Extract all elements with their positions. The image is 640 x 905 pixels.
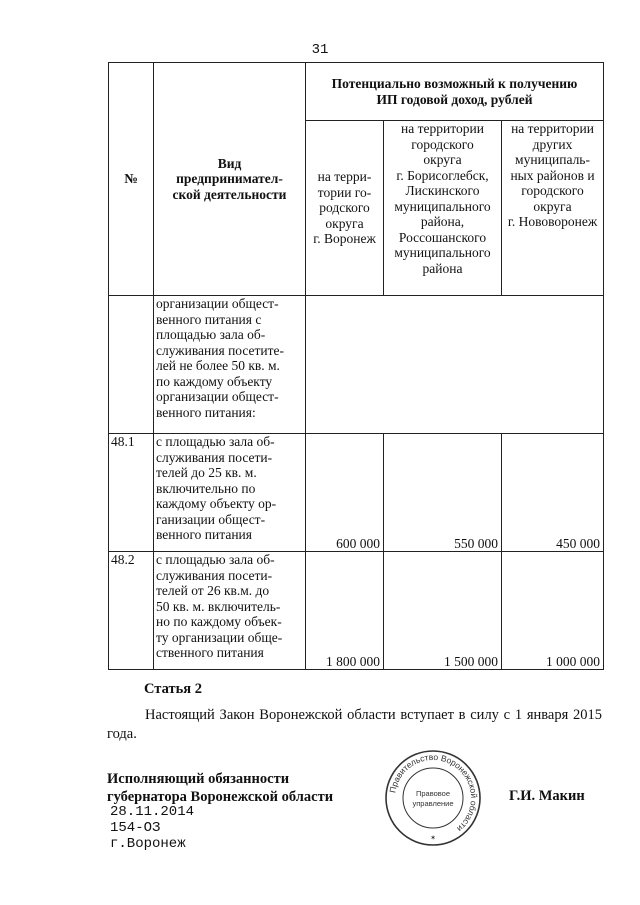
seal-center-line-1: Правовое	[415, 789, 451, 798]
row-value-borisoglebsk: 1 500 000	[384, 552, 502, 670]
text-line: округа	[533, 198, 572, 214]
signatory-name: Г.И. Макин	[509, 788, 585, 804]
signature-title	[107, 770, 333, 806]
text-line: 50 кв. м. включитель-	[156, 598, 281, 614]
row-values-empty	[306, 296, 604, 434]
header-other-districts	[502, 121, 604, 296]
text-line: округа	[423, 152, 462, 167]
text-line: на терри-	[317, 169, 372, 185]
text-line: ту организации обще-	[156, 629, 283, 645]
text-line: на территории	[511, 121, 594, 136]
text-line: ных районов и	[510, 167, 595, 183]
text-line: площадью зала об-	[156, 327, 266, 342]
text-line: с площадью зала об-	[156, 434, 275, 449]
row-value-other: 1 000 000	[502, 552, 604, 670]
row-activity	[154, 296, 306, 434]
row-no: 48.1	[109, 434, 154, 552]
table-row	[109, 434, 604, 552]
header-no: №	[109, 63, 154, 296]
page-number: 31	[311, 42, 329, 58]
table-row	[109, 552, 604, 670]
seal-center-line-2: управление	[412, 799, 454, 808]
text-line: венного питания с	[156, 311, 262, 327]
text-line: служивания посети-	[156, 449, 273, 465]
text-line: округа	[325, 215, 364, 231]
header-income-group	[306, 63, 604, 121]
text-line: ИП годовой доход, рублей	[376, 91, 533, 107]
signature-title-line-1: Исполняющий обязанности	[107, 771, 290, 787]
text-line: телей от 26 кв.м. до	[156, 583, 270, 598]
text-line: района	[422, 260, 463, 276]
income-table	[108, 62, 604, 670]
text-line: тории го-	[317, 184, 372, 200]
registration-number: 154-ОЗ	[110, 820, 161, 836]
official-seal-icon	[383, 748, 483, 848]
table-row	[109, 296, 604, 434]
text-line: с площадью зала об-	[156, 552, 275, 567]
text-line: служивания посети-	[156, 567, 273, 583]
text-line: организации общест-	[156, 296, 279, 311]
text-line: городского	[521, 183, 584, 198]
text-line: г. Воронеж	[313, 231, 376, 247]
row-activity	[154, 552, 306, 670]
row-no: 48.2	[109, 552, 154, 670]
text-line: г. Нововоронеж	[507, 214, 598, 229]
header-borisoglebsk	[384, 121, 502, 296]
row-activity	[154, 434, 306, 552]
text-line: венного питания:	[156, 404, 256, 420]
text-line: предпринимател-	[176, 171, 283, 187]
registration-date: 28.11.2014	[110, 804, 195, 820]
text-line: венного питания	[156, 527, 252, 542]
header-voronezh	[306, 121, 384, 296]
text-line: на территории	[401, 121, 484, 136]
signature-title-line-2: губернатора Воронежской области	[107, 789, 334, 805]
article-text: Настоящий Закон Воронежской области вступает в силу с 1 января 2015 года.	[107, 707, 602, 742]
text-line: муниципального	[394, 198, 491, 214]
text-line: служивания посетите-	[156, 342, 285, 358]
header-row-1	[109, 63, 604, 121]
text-line: родского	[319, 200, 370, 216]
text-line: городского	[411, 136, 474, 152]
row-value-borisoglebsk: 550 000	[384, 434, 502, 552]
text-line: Лискинского	[405, 183, 480, 198]
text-line: ганизации общест-	[156, 511, 266, 527]
registration-block	[110, 804, 194, 852]
row-value-voronezh: 1 800 000	[306, 552, 384, 670]
text-line: ственного питания	[156, 645, 264, 660]
text-line: ской деятельности	[172, 186, 287, 202]
row-value-voronezh: 600 000	[306, 434, 384, 552]
text-line: телей до 25 кв. м.	[156, 465, 257, 480]
text-line: Россошанского	[398, 229, 487, 245]
text-line: г. Борисоглебск,	[396, 167, 489, 183]
seal-ring-text: Правительство Воронежской области	[387, 751, 480, 835]
text-line: но по каждому объек-	[156, 614, 282, 629]
text-line: муниципаль-	[515, 152, 590, 167]
text-line: лей не более 50 кв. м.	[156, 358, 280, 373]
row-value-other: 450 000	[502, 434, 604, 552]
registration-city: г.Воронеж	[110, 836, 186, 852]
text-line: организации общест-	[156, 389, 279, 404]
text-line: включительно по	[156, 480, 256, 496]
row-no	[109, 296, 154, 434]
svg-text:✶: ✶	[430, 834, 436, 842]
text-line: каждому объекту ор-	[156, 496, 277, 511]
text-line: района,	[420, 214, 465, 229]
article-heading: Статья 2	[144, 681, 202, 697]
header-activity	[154, 63, 306, 296]
text-line: Вид	[217, 155, 242, 171]
text-line: Потенциально возможный к получению	[331, 76, 578, 91]
text-line: по каждому объекту	[156, 373, 273, 389]
text-line: муниципального	[394, 245, 491, 260]
text-line: других	[532, 136, 573, 152]
